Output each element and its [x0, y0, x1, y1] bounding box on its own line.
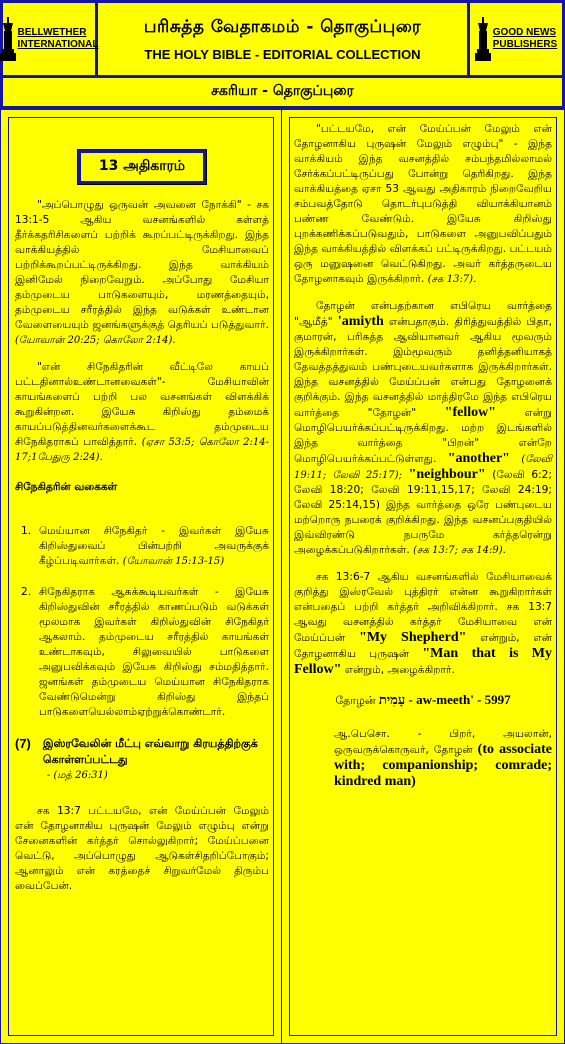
paragraph — [294, 122, 552, 287]
scripture-reference: (ஏசா 53:5; கொலோ 2:14-17;1பேதுரு 2:24). — [15, 437, 269, 463]
title-tamil: பரிசுத்த வேதாகமம் - தொகுப்புரை — [143, 16, 422, 37]
item-title: இஸ்ரவேலின் மீட்பு எவ்வாறு கிரயத்திற்குக் கொள்ளப்பட்டது — [42, 737, 258, 766]
heading-item-7 — [15, 736, 269, 784]
list-text: சிநேகிதராக ஆகக்கூடியவர்கள் - இயேசு கிறிஸ்துவின் சரீரத்தில் காணப்படும் வடுக்கள் மூலமாக இவர்கள் கிறிஸ்துவின் சிநேகிதர் ஆகலாம். தம்முடைய சரீரத்தில் காயங்கள் உண்டாகவும், சிலுவையில் பாடுகளை அனுபவிக்கவும் இயேசு கிறிஸ்து சம்மதித்தார். ஜனங்கள் தம்முடைய மெய்யான சிநேகிதராக வேண்டுமென்று கிறிஸ்து இந்தப் பாடுகளையெல்லாம்ஏற்றுக்கொண்டார். — [39, 586, 269, 718]
strongs-transliteration: - aw-meeth' - 5997 — [408, 692, 511, 707]
page-header — [3, 3, 562, 75]
right-logo-line1: GOOD NEWS — [492, 27, 557, 38]
strongs-entry — [294, 692, 552, 709]
paragraph — [15, 360, 269, 465]
scripture-reference: (யோவான் 20:25; கொலோ 2:14). — [15, 335, 176, 346]
left-logo-line1: BELLWETHER — [17, 27, 87, 38]
scripture-reference: - (மத் 26:31) — [46, 770, 108, 781]
paragraph-text: என்று மொழிபெயர்க்கப்பட்டிருக்கிறது. மற்ற இடங்களில் இந்த வார்த்தை "பிறன்" என்றே மொழிபெயர்க்கப்பட்டுள்ளது. — [294, 407, 552, 465]
left-logo-line2: INTERNATIONAL — [17, 39, 99, 50]
verse-quote: சக 13:7 பட்டயமே, என் மேய்ப்பன் மேலும் என் தோழனாகிய புருஷன் மேலும் எழும்பு என்று சேனைகளின் கர்த்தர் சொல்லுகிறார்; மேய்ப்பனை வெட்டு, அப்பொழுது ஆடுகள்சிதறிப்போகும்; ஆனாலும் என் கரத்தைச் சிறுவர்மேல் திரும்ப வைப்பேன். — [15, 805, 269, 892]
scripture-reference: (சக 13:7). — [427, 274, 477, 285]
paragraph-text: என்றும், என் தோழனாகிய புருஷன் — [294, 632, 552, 660]
book-title: சகரியா - தொகுப்புரை — [3, 78, 562, 106]
scripture-reference: (யோவான் 15:13-15) — [122, 556, 225, 567]
item-number: (7) — [15, 736, 31, 751]
scripture-reference: (லேவி 19:11; லேவி 25:17); — [294, 454, 553, 481]
paragraph-text: "என் சிநேகிதரின் வீட்டிலே காயப் பட்டதினால்உண்டானவைகள்"- மேசியாவின் காயங்களைப் பற்றி பல வசனங்கள் விளக்கிக் கூறுகின்றன. இயேசு கிறிஸ்து தம்மைக் காயப்படுத்தினவர்களைக்கூட தம்முடைய சிநேகிதராகப் பாவித்தார். — [15, 361, 269, 448]
list-number: 1. — [21, 525, 32, 537]
left-column — [3, 112, 279, 1041]
english-term: "neighbour" — [408, 467, 486, 482]
hebrew-word: עָמִית — [378, 692, 406, 707]
bellwether-logo — [3, 3, 99, 75]
paragraph — [294, 299, 552, 558]
strongs-label: தோழன் — [335, 694, 376, 707]
title-english: THE HOLY BIBLE - EDITORIAL COLLECTION — [144, 46, 421, 62]
bell-tower-icon — [475, 17, 491, 61]
list-number: 2. — [21, 586, 32, 598]
english-definition: (to associate with; companionship; comrade; kindred man) — [334, 742, 553, 789]
english-term: "another" — [447, 451, 510, 466]
paragraph-text: "அப்பொழுது ஒருவன் அவனை நோக்கி" - சக 13:1-5 ஆகிய வசனங்களில் கள்ளத் தீர்க்கதரிசிகளைப் பற்றிக் கூறப்பட்டிருக்கிறது. இந்த வாக்கியத்தில் மேசியாவைப் பற்றிக்கூறப்பட்டிருக்கிறது. இந்த வாக்கியம் இனிமேல் நிறைவேறும். அப்போது மேசியா தம்முடைய பாடுகளையும், மரணத்தையும், தம்முடைய சரீரத்தில் இந்த வடுக்கள் உண்டான வேளையையும் ஜனங்களுக்குத் தெரியப் படுத்துவார். — [15, 199, 269, 331]
definition-text: ஆ.பெசொ. - பிறர், அயலான், ஒருவருக்கொருவர், தோழன் — [334, 728, 552, 756]
paragraph-text: சக 13:6-7 ஆகிய வசனங்களில் மேசியாவைக் குறித்து இஸ்ரவேல் புத்திரர் என்ன கூறுகிறார்கள் என்பதைப் பற்றி கர்த்தர் அறிவிக்கிறார். சக 13:7 ஆவது வசனத்தில் கர்த்தர் மேசியாவை என் மேய்ப்பன் — [294, 571, 552, 644]
english-term: "My Shepherd" — [359, 630, 467, 645]
friend-types-list — [15, 524, 269, 720]
english-term: "fellow" — [444, 405, 496, 420]
paragraph-text: என்பதாகும். திரித்துவத்தில் பிதா, குமாரன், பரிசுத்த ஆவியானவர் ஆகிய மூவரும் இருக்கிறார்கள். இம்மூவரும் தனித்தனியாகத் தேவத்தத்துவம் பண்புடையவர்களாக இருக்கிறார்கள். இந்த வசனத்தில் மேய்ப்பன் என்பது தோழனைக் குறிக்கும். இந்த வசனத்தில் மாத்திரமே இந்த எபிரெய வார்த்தை "தோழன்" — [294, 316, 553, 419]
paragraph-text: என்றும், அழைக்கிறார். — [344, 664, 455, 676]
english-term: "Man that is My Fellow" — [294, 646, 553, 677]
paragraph-text: "பட்டயமே, என் மேய்ப்பன் மேலும் என் தோழனாகிய புருஷன் மேலும் எழும்பு" - இந்த வாக்கியம் இந்த வசனத்தில் சம்பந்தமில்லாமல் சேர்க்கப்பட்டிருப்பது போன்று தெரிகிறது. இந்த வாக்கியத்தை ஏசா 53 ஆவது அதிகாரம் நிறைவேறிய சம்பவத்தோடு தொடர்புபடுத்தி வியாக்கியானம் பண்ண வேண்டும். இயேசு கிறிஸ்து புறக்கணிக்கப்படுவதும், பாடுகளை அனுபவிப்பதும் இந்த வாக்கியத்தில் விளக்கப் பட்டிருக்கிறது. பட்டயம் ஒரு மனுஷனை வெட்டுகிறது. அவர் கர்த்தருடைய தோழனாகவும் இருக்கிறார். — [294, 123, 552, 285]
bell-tower-icon — [0, 17, 16, 61]
chapter-heading: 13 அதிகாரம் — [78, 150, 206, 184]
good-news-logo — [470, 3, 562, 75]
paragraph — [15, 198, 269, 348]
definition — [334, 727, 552, 790]
right-column — [284, 112, 562, 1041]
paragraph — [294, 570, 552, 678]
right-logo-line2: PUBLISHERS — [492, 39, 558, 50]
section-title: சிநேகிதரின் வகைகள் — [15, 481, 118, 493]
list-item — [21, 524, 269, 569]
paragraph-text: (லேவி 6:2; லேவி 18:20; லேவி 19:11,15,17; லேவி 24:19; லேவி 25:14,15) இந்த வார்த்தை ஒரே பண்புடைய மற்றொரு நபரைக் குறிக்கிறது. இந்த வசனப்பகுதியில் இவ்விரண்டு நபருமே கர்த்தரென்று அழைக்கப்படுகிறார்கள். — [294, 469, 552, 556]
list-text: மெய்யான சிநேகிதர் - இவர்கள் இயேசு கிறிஸ்துவைப் பின்பற்றி அவருக்குக் கீழ்ப்படிவார்கள். — [39, 525, 269, 567]
title-block — [98, 3, 467, 75]
list-item — [21, 585, 269, 720]
hebrew-term: 'amiyth — [337, 314, 384, 329]
paragraph-text: தோழன் என்பதற்கான எபிரெய வார்த்தை "ஆமீத்" — [294, 300, 552, 328]
scripture-reference: (சக 13:7; சக 14:9). — [413, 545, 506, 556]
